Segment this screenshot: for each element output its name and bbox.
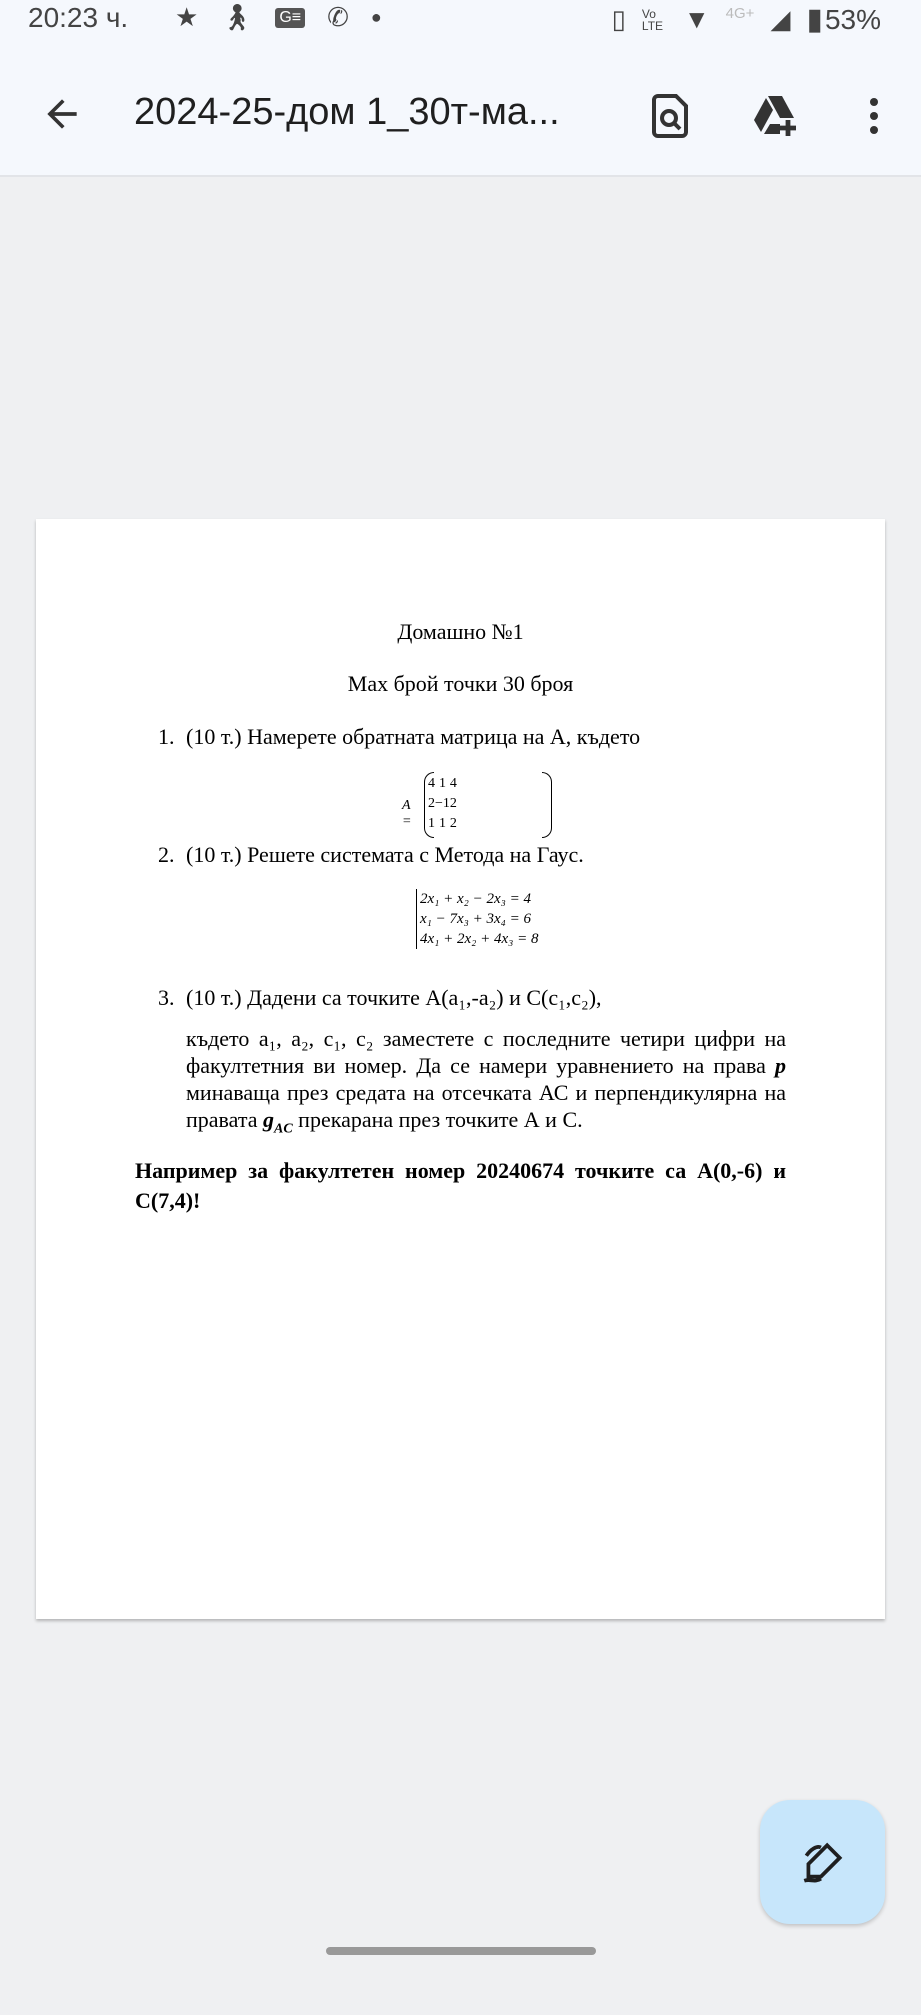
line-g-subscript: AC: [273, 1121, 293, 1137]
add-to-drive-button[interactable]: [752, 92, 800, 140]
annotate-button[interactable]: [760, 1800, 885, 1924]
equation-system: [416, 889, 538, 949]
equation: 2x₁ + x₂ − 2x₃ = 4: [420, 891, 531, 907]
matrix-cell: 2: [449, 796, 457, 811]
volte-icon: Vo LTE: [641, 6, 664, 33]
example-note: Например за факултетен номер 20240674 точките са А(0,-6) и С(7,4)!: [135, 1158, 786, 1213]
battery-icon: ▮: [806, 3, 823, 36]
equation: x₁ − 7x₃ + 3x₄ = 6: [420, 911, 531, 927]
matrix-cell: 2: [428, 796, 435, 811]
q3-description: [186, 1025, 786, 1142]
drive-add-icon: [752, 92, 800, 140]
matrix-values: [428, 774, 457, 834]
matrix-cell: 1: [428, 816, 435, 831]
gesture-navigation-bar[interactable]: [326, 1947, 596, 1955]
wifi-icon: ▼: [683, 4, 710, 34]
notification-dot-icon: ●: [370, 7, 382, 27]
q3-desc-part: прекарана през точките А и С.: [292, 1107, 583, 1132]
line-p-symbol: p: [775, 1053, 786, 1078]
matrix-cell: −1: [435, 796, 450, 811]
network-type: 4G+: [725, 5, 755, 22]
matrix-cell: 1: [438, 776, 446, 791]
find-in-document-button[interactable]: [646, 92, 694, 140]
status-bar: [0, 0, 921, 46]
walking-icon: 🚶︎: [220, 2, 254, 32]
arrow-back-icon: [40, 92, 84, 136]
pen-scribble-icon: [798, 1837, 848, 1887]
signal-icon: ◢: [770, 4, 791, 34]
matrix-right-bracket: [542, 772, 552, 838]
matrix-cell: 2: [449, 816, 457, 831]
more-vert-icon: [850, 92, 898, 140]
doc-subheading: Max брой точки 30 броя: [347, 671, 574, 696]
star-icon: ★: [175, 2, 199, 32]
status-time: 20:23 ч.: [28, 2, 129, 33]
equation: 4x₁ + 2x₂ + 4x₃ = 8: [420, 931, 539, 947]
line-g-symbol: g: [262, 1107, 274, 1132]
q3-number: 3.: [158, 985, 175, 1010]
q3-desc-part: където a₁, a₂, c₁, c₂ заместете с последните четири цифри на факултетния ви номер. Да се намери уравнението на права: [186, 1026, 786, 1078]
vibrate-icon: ▯: [611, 4, 626, 34]
viber-icon: ✆: [327, 2, 349, 32]
matrix-cell: 1: [438, 816, 446, 831]
back-button[interactable]: [40, 92, 84, 136]
q2-number: 2.: [158, 842, 175, 867]
document-title: 2024-25-дом 1_30т-ма...: [134, 91, 560, 133]
q3-desc-part: минаваща през средата на отсечката АС и перпендикулярна на правата: [186, 1080, 786, 1132]
more-options-button[interactable]: [850, 92, 898, 140]
q3-text: (10 т.) Дадени са точките А(a₁,-a₂) и С(c₁,c₂),: [186, 985, 602, 1010]
q1-text: (10 т.) Намерете обратната матрица на А, където: [186, 724, 641, 749]
document-page: [36, 519, 885, 1619]
document-search-icon: [646, 92, 694, 140]
battery-level: 53%: [824, 3, 881, 35]
news-icon: G≡: [275, 8, 305, 28]
matrix-cell: 4: [428, 776, 435, 791]
matrix-cell: 4: [449, 776, 457, 791]
doc-heading: Домашно №1: [397, 619, 524, 644]
q2-text: (10 т.) Решете системата с Метода на Гаус.: [186, 842, 584, 867]
app-toolbar: [0, 46, 921, 177]
q1-number: 1.: [158, 724, 175, 749]
matrix-label: A =: [402, 798, 412, 829]
